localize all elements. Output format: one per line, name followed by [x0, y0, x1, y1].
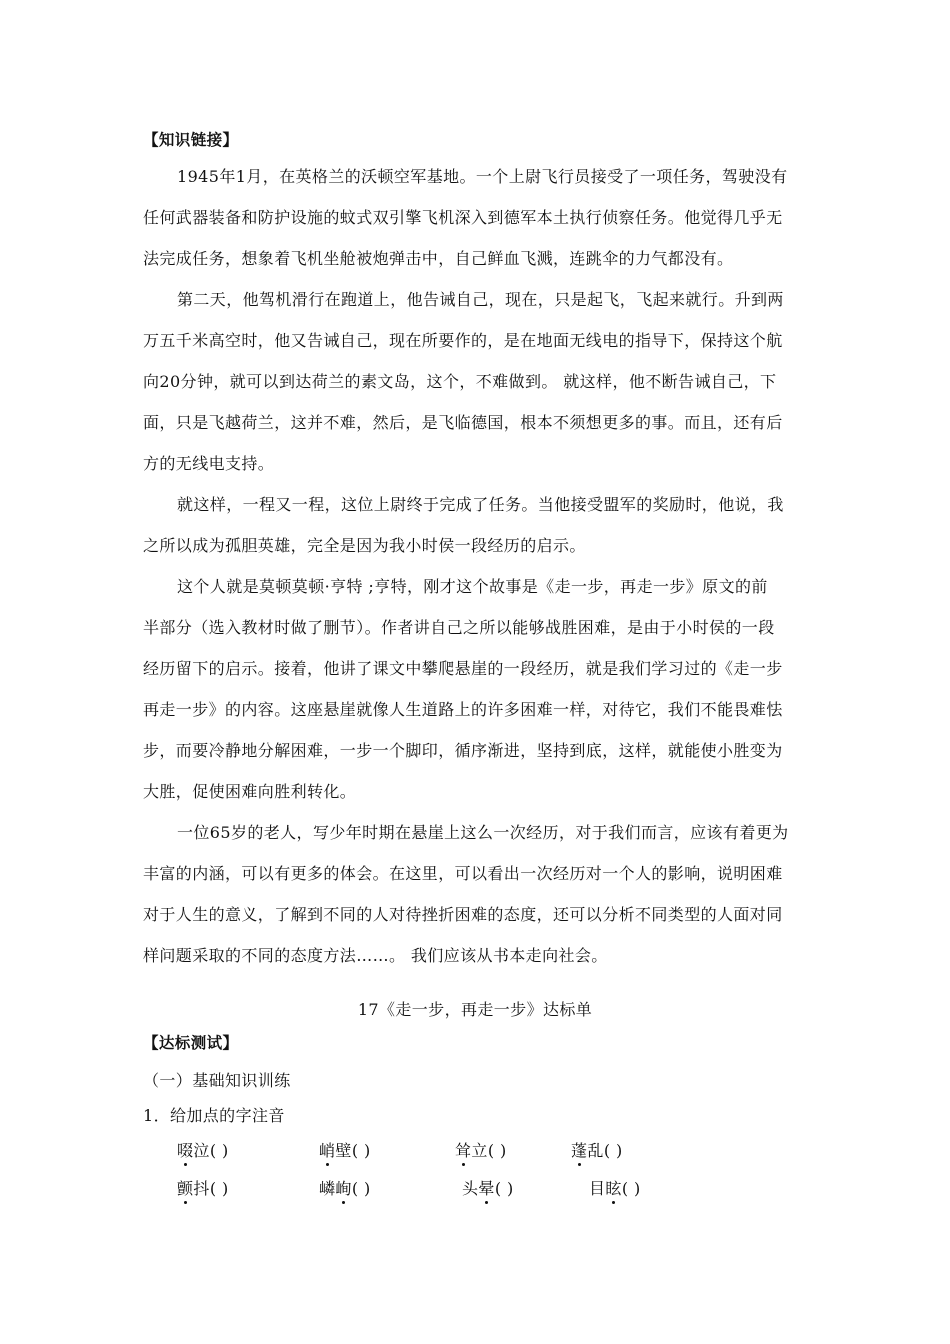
section-heading-knowledge-link: 【知识链接】: [143, 131, 239, 149]
subsection-heading: （一）基础知识训练: [143, 1071, 291, 1090]
dotted-char: 峭: [319, 1141, 336, 1160]
paragraph-line: 向20分钟，就可以到达荷兰的素文岛，这个，不难做到。 就这样，他不断告诫自己，下: [143, 372, 777, 391]
paragraph-line: 任何武器装备和防护设施的蚊式双引擎飞机深入到德军本土执行侦察任务。他觉得几乎无: [143, 208, 783, 227]
dotted-char: 颤: [177, 1179, 194, 1198]
paragraph-line: 面，只是飞越荷兰，这并不难，然后，是飞临德国，根本不须想更多的事。而且，还有后: [143, 413, 783, 432]
paragraph-line: 之所以成为孤胆英雄，完全是因为我小时侯一段经历的启示。: [143, 536, 586, 555]
answer-blank: ( ): [621, 1179, 641, 1198]
answer-blank: ( ): [487, 1141, 507, 1160]
paragraph-line: 第二天，他驾机滑行在跑道上，他告诫自己，现在，只是起飞，飞起来就行。升到两: [177, 290, 784, 309]
answer-blank: ( ): [494, 1179, 514, 1198]
paragraph-line: 再走一步》的内容。这座悬崖就像人生道路上的许多困难一样，对待它，我们不能畏难怯: [143, 700, 783, 719]
pinyin-item: 头晕( ): [462, 1179, 514, 1198]
answer-blank: ( ): [209, 1141, 229, 1160]
paragraph-line: 步，而要冷静地分解困难，一步一个脚印，循序渐进，坚持到底，这样，就能使小胜变为: [143, 741, 783, 760]
paragraph-line: 对于人生的意义，了解到不同的人对待挫折困难的态度，还可以分析不同类型的人面对同: [143, 905, 783, 924]
paragraph-line: 一位65岁的老人，写少年时期在悬崖上这么一次经历，对于我们而言，应该有着更为: [177, 823, 789, 842]
answer-blank: ( ): [603, 1141, 623, 1160]
paragraph-line: 1945年1月，在英格兰的沃顿空军基地。一个上尉飞行员接受了一项任务，驾驶没有: [177, 167, 788, 186]
pinyin-item: 峭壁( ): [319, 1141, 371, 1160]
pinyin-item: 嶙峋( ): [319, 1179, 371, 1198]
dotted-char: 眩: [605, 1179, 622, 1198]
dotted-char: 蓬: [571, 1141, 588, 1160]
paragraph-line: 这个人就是莫顿莫顿·亨特 ;亨特，刚才这个故事是《走一步，再走一步》原文的前: [177, 577, 768, 596]
dotted-char: 耸: [455, 1141, 472, 1160]
paragraph-line: 方的无线电支持。: [143, 454, 275, 473]
paragraph-line: 丰富的内涵，可以有更多的体会。在这里，可以看出一次经历对一个人的影响，说明困难: [143, 864, 783, 883]
section-heading-test: 【达标测试】: [143, 1034, 239, 1052]
paragraph-line: 样问题采取的不同的态度方法……。 我们应该从书本走向社会。: [143, 946, 608, 965]
dotted-char: 晕: [478, 1179, 495, 1198]
pinyin-item: 颤抖( ): [177, 1179, 229, 1198]
answer-blank: ( ): [351, 1179, 371, 1198]
paragraph-line: 大胜，促使困难向胜利转化。: [143, 782, 357, 801]
answer-blank: ( ): [209, 1179, 229, 1198]
worksheet-title: 17《走一步，再走一步》达标单: [357, 1000, 593, 1019]
pinyin-item: 蓬乱( ): [571, 1141, 623, 1160]
answer-blank: ( ): [351, 1141, 371, 1160]
pinyin-item: 啜泣( ): [177, 1141, 229, 1160]
paragraph-line: 经历留下的启示。接着，他讲了课文中攀爬悬崖的一段经历，就是我们学习过的《走一步: [143, 659, 783, 678]
paragraph-line: 半部分（选入教材时做了删节）。作者讲自己之所以能够战胜困难，是由于小时侯的一段: [143, 618, 775, 637]
paragraph-line: 万五千米高空时，他又告诫自己，现在所要作的，是在地面无线电的指导下，保持这个航: [143, 331, 783, 350]
pinyin-item: 目眩( ): [589, 1179, 641, 1198]
pinyin-item: 耸立( ): [455, 1141, 507, 1160]
dotted-char: 峋: [335, 1179, 352, 1198]
paragraph-line: 法完成任务，想象着飞机坐舱被炮弹击中，自己鲜血飞溅，连跳伞的力气都没有。: [143, 249, 734, 268]
paragraph-line: 就这样，一程又一程，这位上尉终于完成了任务。当他接受盟军的奖励时，他说，我: [177, 495, 784, 514]
dotted-char: 啜: [177, 1141, 194, 1160]
question-1: 1．给加点的字注音: [143, 1106, 285, 1125]
